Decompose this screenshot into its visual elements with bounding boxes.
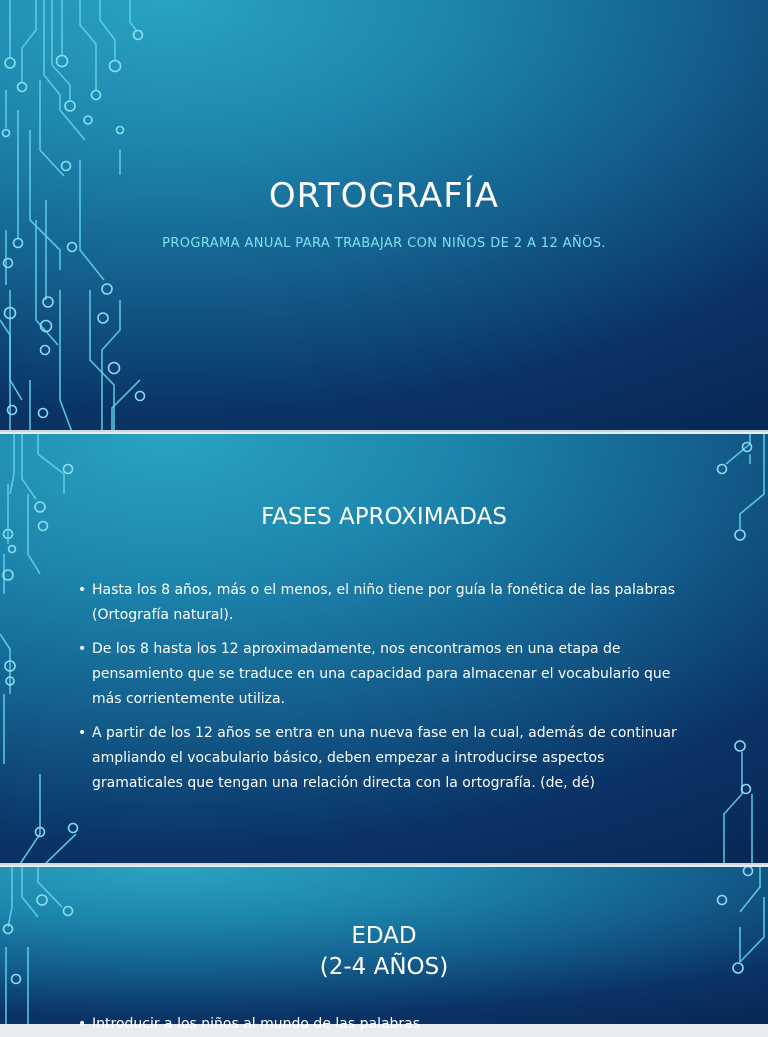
list-item: • A partir de los 12 años se entra en una nueva fase en la cual, además de continuar ampliando el vocabulario básico, deben empezar a introducirse aspectos gramaticales que tengan una relación directa con la ortografía. (de, dé) [76, 721, 690, 796]
slide-divider [0, 863, 768, 865]
slide-edad-heading [0, 921, 768, 983]
slide-edad-heading-line1: EDAD [351, 923, 417, 949]
slide-title [0, 0, 768, 432]
slide-subtitle: PROGRAMA ANUAL PARA TRABAJAR CON NIÑOS DE 2 A 12 AÑOS. [162, 236, 606, 251]
slide-edad-heading-line2: (2-4 AÑOS) [319, 954, 449, 980]
list-item: • Introducir a los niños al mundo de las palabras [76, 1012, 706, 1037]
circuit-decoration-right [700, 434, 768, 865]
list-item: • De los 8 hasta los 12 aproximadamente, nos encontramos en una etapa de pensamiento que se traduce en una capacidad para almacenar el vocabulario que más corrientemente utiliza. [76, 637, 690, 712]
slide-fases-heading: FASES APROXIMADAS [261, 504, 507, 530]
circuit-decoration-left [0, 0, 150, 432]
list-item: • Hasta los 8 años, más o el menos, el niño tiene por guía la fonética de las palabras (Ortografía natural). [76, 578, 690, 628]
slide-title-heading: ORTOGRAFÍA [268, 176, 500, 216]
fases-list [76, 578, 690, 805]
slide-divider [0, 430, 768, 432]
